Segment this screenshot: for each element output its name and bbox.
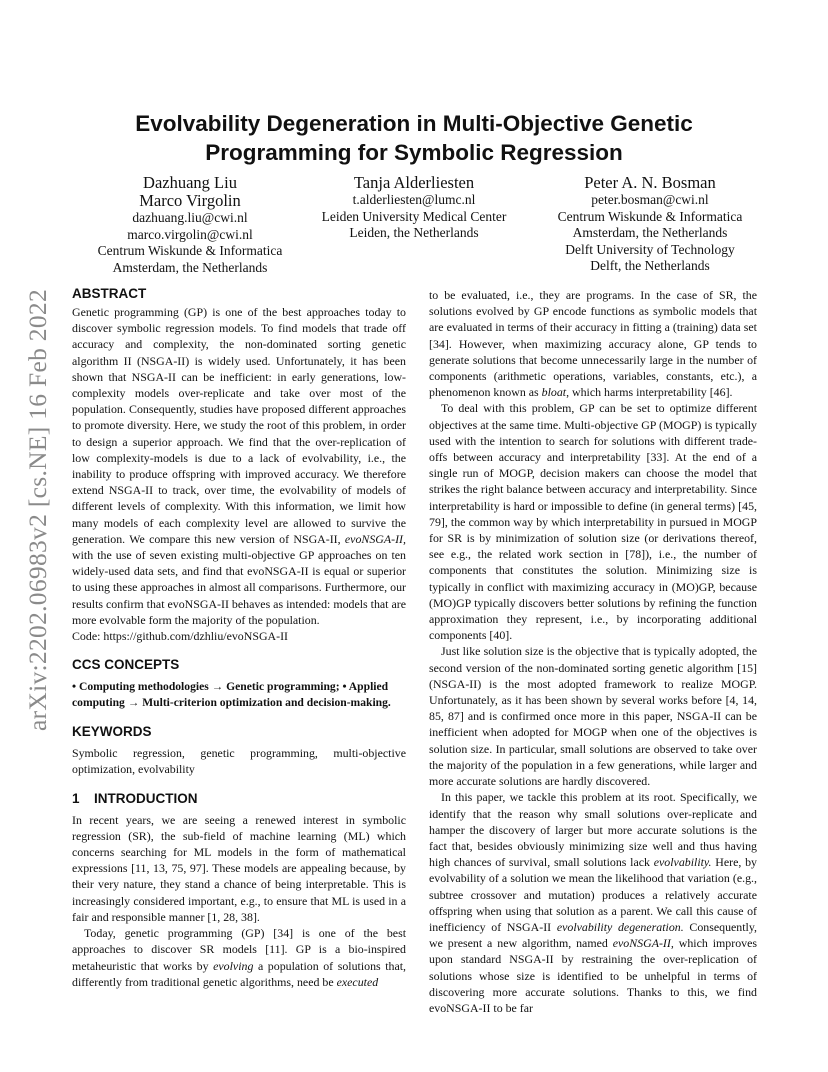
author-affiliation: Delft University of Technology xyxy=(565,241,735,257)
author-affiliation: Centrum Wiskunde & Informatica xyxy=(557,208,743,224)
left-column xyxy=(72,285,406,990)
intro-paragraph-4: Just like solution size is the objective that is typically adopted, the second version of the non-dominated sorting genetic algorithm [15] (NSGA-II) is the most adopted framework to realize MOGP. Unfortunately, as it has been shown by several works before [4, 14, 85, 87] and is confirmed once more in this paper, NSGA-II can be inefficient when adopted for MOGP when one of the objectives is solution size. In particular, small solutions are observed to take over the majority of the population in a few generations, while larger and more accurate solutions are hardly discovered. xyxy=(429,644,757,789)
section-number: 1 xyxy=(72,790,80,806)
author-affiliation: Centrum Wiskunde & Informatica xyxy=(97,243,283,258)
author-block-3 xyxy=(530,174,770,275)
paper-title: Evolvability Degeneration in Multi-Objective Genetic Programming for Symbolic Regression xyxy=(135,111,693,165)
author-name: Dazhuang Liu xyxy=(143,173,237,192)
keywords-text: Symbolic regression, genetic programming, multi-objective optimization, evolvability xyxy=(72,746,406,777)
author-name: Tanja Alderliesten xyxy=(353,173,475,192)
intro-paragraph-2: Today, genetic programming (GP) [34] is one of the best approaches to discover SR models [11]. GP is a bio-inspired metaheuristic that works by evolving a population of solutions that, differently from traditional genetic algorithms, need be executed xyxy=(72,926,407,989)
section-title: INTRODUCTION xyxy=(94,790,198,806)
author-email[interactable]: dazhuang.liu@cwi.nl xyxy=(132,210,248,225)
intro-paragraph-2-cont: to be evaluated, i.e., they are programs. In the case of SR, the solutions evolved by GP encode functions as symbolic models that are evaluated in terms of their accuracy in fitting a (training) data set [34]. However, when maximizing accuracy alone, GP tends to generate solutions that become unnecessarily large in the number of components (arithmetic operations, variables, constants, etc.), a phenomenon known as bloat, which harms interpretability [46]. xyxy=(429,288,757,400)
intro-paragraph-3: To deal with this problem, GP can be set to optimize different objectives at the same time. Multi-objective GP (MOGP) is typically used with the intention to search for solutions with different trade-offs between accuracy and interpretability [33]. At the end of a single run of MOGP, decision makers can choose the model that strikes the right balance between accuracy and interpretability. Since interpretability is hard or impossible to define (in general terms) [45, 79], the common way by which interpretability in pursued in MOGP for SR is by minimization of solution size (or derivations thereof, see e.g., the related work section in [78]), i.e., the number of components that constitutes the solution. Minimizing size is typically in conflict with maximizing accuracy in (MO)GP, because (MO)GP typically discovers better solutions by refining the function approximation they represent, i.e., by incorporating additional components [40]. xyxy=(429,401,757,643)
author-name: Marco Virgolin xyxy=(139,191,241,210)
arxiv-identifier: arXiv:2202.06983v2 [cs.NE] 16 Feb 2022 xyxy=(23,288,52,732)
ccs-heading: CCS CONCEPTS xyxy=(72,657,180,673)
author-location: Amsterdam, the Netherlands xyxy=(572,225,728,240)
arxiv-stamp xyxy=(18,290,58,730)
author-block-2 xyxy=(314,174,514,242)
author-name: Peter A. N. Bosman xyxy=(584,173,716,192)
author-block-1 xyxy=(90,174,290,276)
ccs-text: • Computing methodologies → Genetic programming; • Applied computing → Multi-criterion optimization and decision-making. xyxy=(72,680,391,710)
intro-paragraph-1: In recent years, we are seeing a renewed interest in symbolic regression (SR), the sub-field of machine learning (ML) which concerns searching for ML models in the form of mathematical expressions [11, 13, 75, 97]. These models are appealing because, by their very nature, they stand a chance of being interpretable. This is increasingly considered important, e.g., to ensure that ML is used in a fair and responsible manner [1, 28, 38]. xyxy=(72,812,406,924)
right-column xyxy=(429,287,757,1016)
code-link[interactable]: Code: https://github.com/dzhliu/evoNSGA-II xyxy=(72,629,288,644)
author-email[interactable]: peter.bosman@cwi.nl xyxy=(591,192,709,207)
introduction-heading xyxy=(72,790,406,808)
author-location: Delft, the Netherlands xyxy=(590,258,710,273)
author-email[interactable]: marco.virgolin@cwi.nl xyxy=(127,226,253,242)
author-location: Amsterdam, the Netherlands xyxy=(112,259,268,275)
author-email[interactable]: t.alderliesten@lumc.nl xyxy=(352,192,476,207)
author-affiliation: Leiden University Medical Center xyxy=(321,208,507,224)
author-location: Leiden, the Netherlands xyxy=(349,225,479,240)
abstract-text: Genetic programming (GP) is one of the best approaches today to discover symbolic regression models. To find models that trade off accuracy and complexity, the non-dominated sorting genetic algorithm II (NSGA-II) is widely used. Unfortunately, it has been shown that NSGA-II can be inefficient: in early generations, low-complexity models over-replicate and take over most of the population. Consequently, studies have proposed different approaches to promote diversity. Here, we study the root of this problem, in order to design a superior approach. We find that the over-replication of low complexity-models is due to a lack of evolvability, i.e., the inability to produce offspring with improved accuracy. We therefore extend NSGA-II to track, over time, the evolvability of models of different levels of complexity. With this information, we limit how many models of each complexity level are allowed to survive the generation. We compare this new version of NSGA-II, evoNSGA-II, with the use of seven existing multi-objective GP approaches on ten widely-used data sets, and find that evoNSGA-II is equal or superior to using these approaches in almost all comparisons. Furthermore, our results confirm that evoNSGA-II behaves as intended: models that are more evolvable form the majority of the population. xyxy=(72,305,406,627)
keywords-heading: KEYWORDS xyxy=(72,724,152,740)
intro-paragraph-5: In this paper, we tackle this problem at its root. Specifically, we identify that the reason why small solutions over-replicate and hamper the discovery of larger but more accurate solutions is the fact that, besides obviously minimizing size well and thus having high chances of survival, small solutions lack evolvability. Here, by evolvability of a solution we mean the likelihood that variation (e.g., subtree crossover and mutation) produces a relatively accurate offspring when using that solution as a parent. We call this cause of inefficiency of NSGA-II evolvability degeneration. Consequently, we present a new algorithm, named evoNSGA-II, which improves upon standard NSGA-II by restraining the over-replication of solutions whose size is identified to be unhelpful in terms of discovering more accurate solutions. Thanks to this, we find evoNSGA-II to be far xyxy=(429,790,757,1015)
abstract-heading: ABSTRACT xyxy=(72,286,147,301)
